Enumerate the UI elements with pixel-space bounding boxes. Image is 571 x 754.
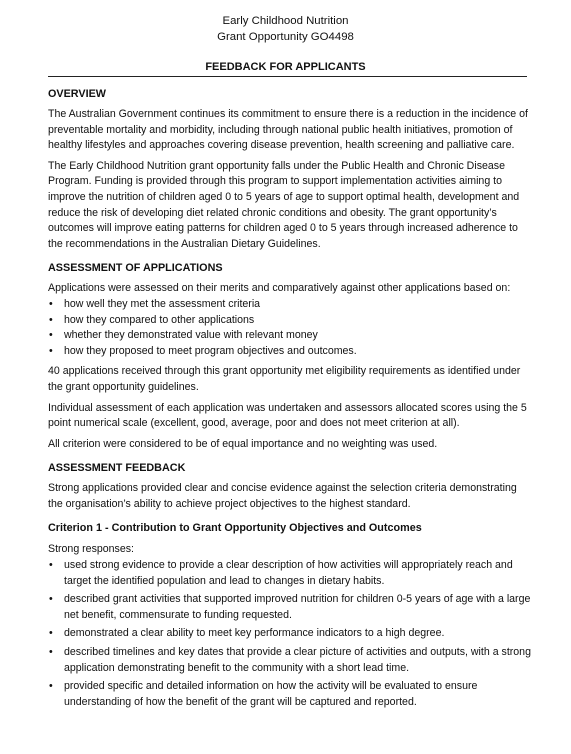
criterion-1-subheading: Strong responses: — [48, 543, 134, 556]
list-item: • provided specific and detailed information on how the activity will be evaluated to ensure understanding of how the benefit of the grant will be captured and reported. — [48, 679, 532, 710]
overview-heading: OVERVIEW — [48, 88, 106, 100]
assessment-paragraph-3: Individual assessment of each application was undertaken and assessors allocated scores using the 5 point numerical scale (excellent, good, average, poor and does not meet criterion at all). — [48, 401, 527, 430]
overview-paragraph-1: The Australian Government continues its commitment to ensure there is a reduction in the incidence of preventable mortality and morbidity, including through national public health initiatives, promotion of healthy lifestyles and approaches covering disease prevention, health screening and palliative care. — [48, 108, 528, 152]
assessment-criteria-list — [48, 297, 532, 359]
assessment-intro: Applications were assessed on their merits and comparatively against other applications based on: — [48, 282, 511, 295]
list-item: • how well they met the assessment criteria — [48, 297, 532, 313]
header-divider — [48, 76, 527, 77]
list-item: • demonstrated a clear ability to meet key performance indicators to a high degree. — [48, 626, 532, 642]
feedback-title: FEEDBACK FOR APPLICANTS — [205, 61, 366, 73]
assessment-paragraph-4: All criterion were considered to be of equal importance and no weighting was used. — [48, 437, 438, 450]
list-item: • how they compared to other applications — [48, 313, 532, 329]
overview-paragraph-2: The Early Childhood Nutrition grant opportunity falls under the Public Health and Chronic Disease Program. Funding is provided through this program to support implementation activities aiming to improve the nutrition of children aged 0 to 5 years of age to support optimal health, development and reduce the risk of developing diet related chronic conditions and obesity. The grant opportunity’s outcomes will improve eating patterns for children aged 0 to 5 years through increased adherence to the recommendations in the Australian Dietary Guidelines. — [48, 159, 520, 250]
list-item: • whether they demonstrated value with relevant money — [48, 328, 532, 344]
feedback-paragraph-1: Strong applications provided clear and concise evidence against the selection criteria demonstrating the organisation’s ability to achieve project objectives to the highest standard. — [48, 482, 517, 510]
feedback-section — [48, 461, 532, 512]
criterion-1-heading: Criterion 1 - Contribution to Grant Opportunity Objectives and Outcomes — [48, 522, 422, 535]
program-title: Early Childhood Nutrition — [222, 15, 349, 27]
feedback-heading: ASSESSMENT FEEDBACK — [48, 462, 186, 475]
assessment-heading: ASSESSMENT OF APPLICATIONS — [48, 262, 223, 275]
overview-section — [48, 87, 532, 252]
list-item: • used strong evidence to provide a clear description of how activities will appropriately reach and target the identified population and lead to changes in dietary habits. — [48, 558, 532, 589]
assessment-section — [48, 261, 532, 452]
criterion-1-list — [48, 558, 532, 710]
list-item: • how they proposed to meet program objectives and outcomes. — [48, 344, 532, 360]
grant-id: Grant Opportunity GO4498 — [217, 31, 354, 43]
document-body — [48, 87, 532, 715]
list-item: • described grant activities that supported improved nutrition for children 0-5 years of age with a large net benefit, commensurate to funding requested. — [48, 592, 532, 623]
document-header — [0, 13, 571, 45]
list-item: • described timelines and key dates that provide a clear picture of activities and outputs, with a strong application demonstrating benefit to the community with a short lead time. — [48, 645, 532, 676]
criterion-1-section — [48, 521, 532, 710]
assessment-paragraph-2: 40 applications received through this grant opportunity met eligibility requirements as identified under the grant opportunity guidelines. — [48, 365, 521, 393]
